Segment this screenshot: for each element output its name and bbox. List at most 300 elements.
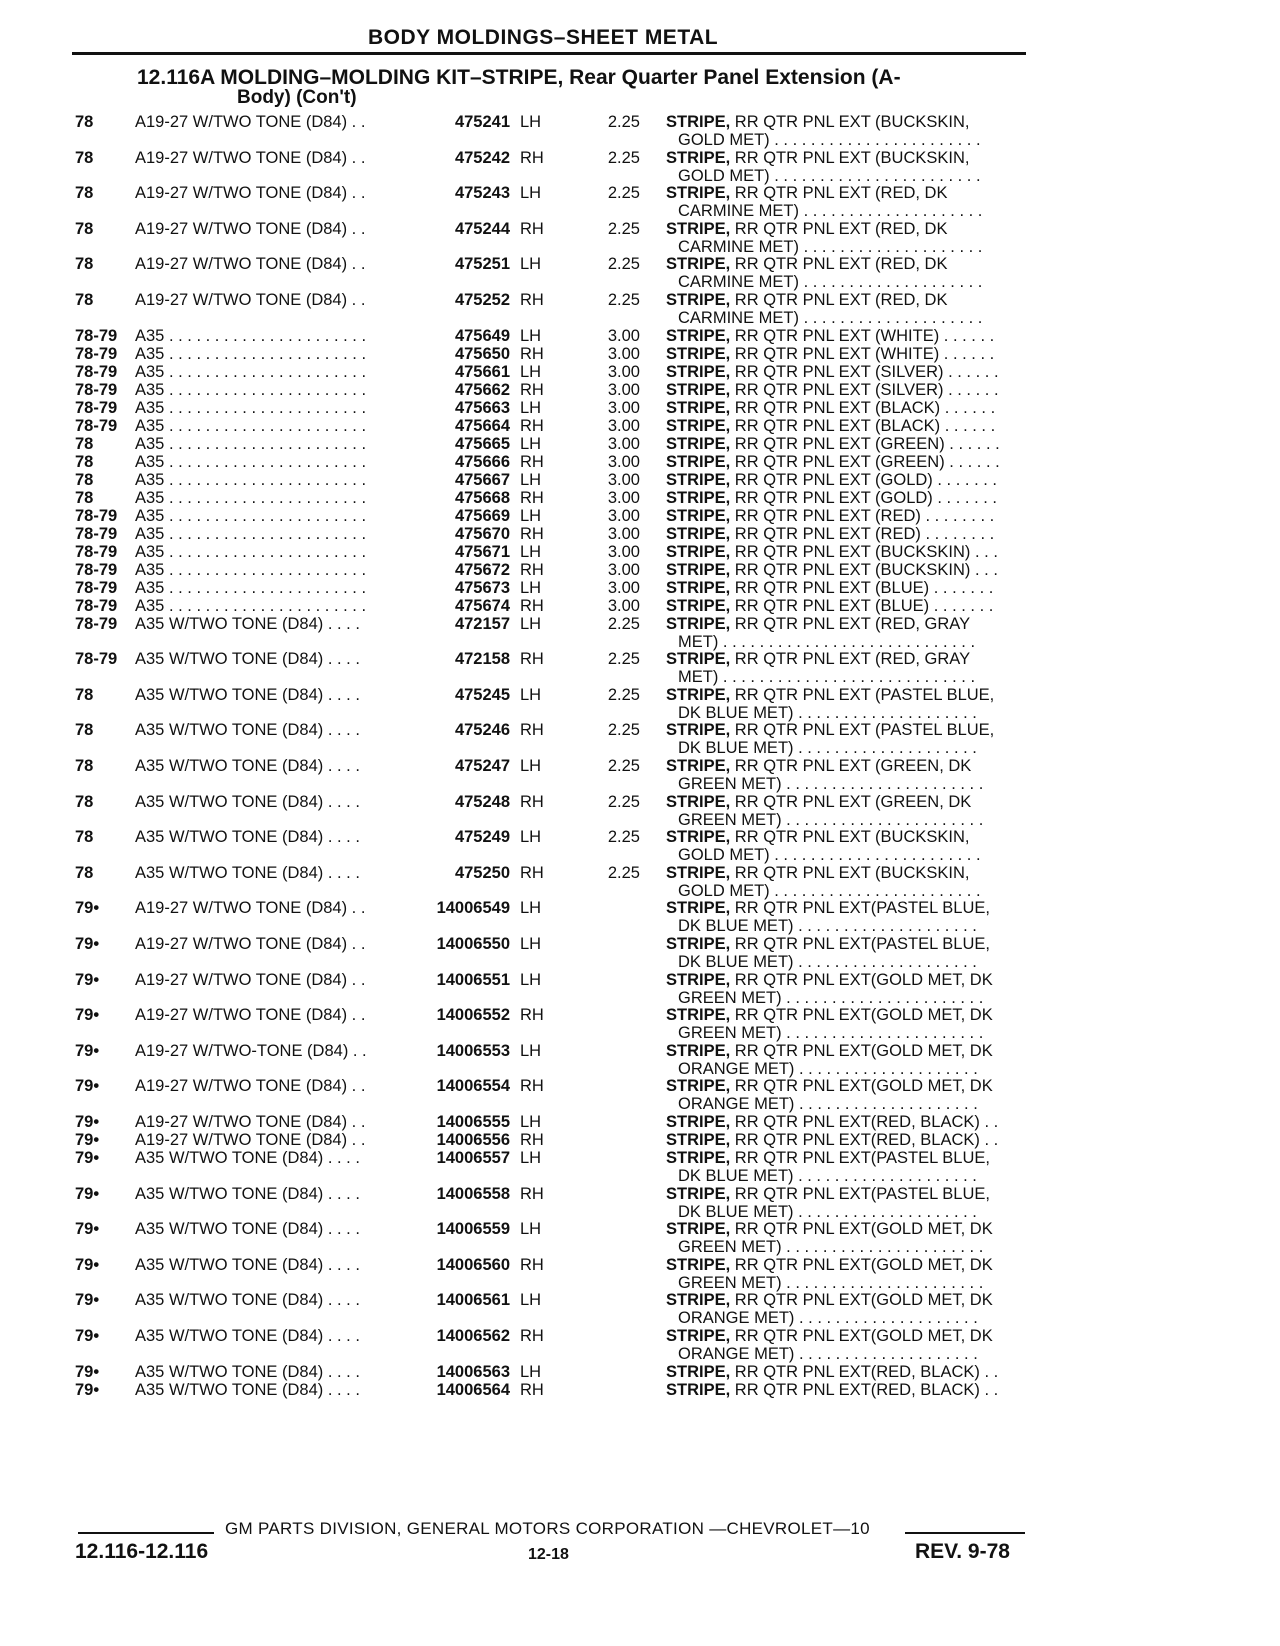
part-number: 14006561: [436, 1291, 510, 1310]
description-line: [666, 650, 1028, 668]
model-year: 78-79: [75, 326, 118, 345]
part-description: [666, 721, 1028, 757]
description-line: [666, 793, 1028, 811]
description-prefix: STRIPE,: [666, 596, 731, 615]
side: LH: [520, 1041, 542, 1060]
model-usage: A19-27 W/TWO TONE (D84) . .: [135, 1113, 366, 1131]
description-text: RR QTR PNL EXT(GOLD MET, DK: [734, 1327, 993, 1345]
side: LH: [520, 1220, 542, 1239]
model-year: 79•: [75, 935, 100, 953]
description-text: RR QTR PNL EXT (RED, DK: [734, 291, 948, 309]
description-continuation: MET) . . . . . . . . . . . . . . . . . . . . . . . . . . . .: [678, 632, 976, 651]
footer-page-number: 12-18: [528, 1546, 569, 1563]
model-year: 78-79: [75, 614, 118, 633]
part-number: 475243: [454, 184, 510, 203]
part-description: [666, 327, 1028, 345]
quantity: 3.00: [607, 326, 640, 345]
description-continuation: GREEN MET) . . . . . . . . . . . . . . . . . . . . . .: [678, 1273, 984, 1292]
part-description: [666, 828, 1028, 864]
side: RH: [520, 1131, 544, 1149]
description-prefix: STRIPE,: [666, 1077, 731, 1096]
part-description: [666, 113, 1028, 149]
model-year: 79•: [75, 1184, 100, 1203]
description-line: [666, 363, 1028, 381]
description-prefix: STRIPE,: [666, 757, 731, 775]
side: LH: [520, 1362, 542, 1381]
side: RH: [520, 380, 544, 399]
model-usage: A35 W/TWO TONE (D84) . . . .: [135, 757, 360, 775]
part-description: [666, 184, 1028, 220]
side: RH: [520, 452, 544, 471]
side: LH: [520, 899, 542, 918]
description-prefix: STRIPE,: [666, 362, 731, 381]
side: RH: [520, 1077, 544, 1096]
description-prefix: STRIPE,: [666, 452, 731, 471]
description-continuation: GREEN MET) . . . . . . . . . . . . . . . . . . . . . .: [678, 810, 984, 829]
part-description: [666, 579, 1028, 597]
model-usage: A35 . . . . . . . . . . . . . . . . . . . . . .: [135, 488, 367, 507]
part-description: [666, 453, 1028, 471]
description-text: RR QTR PNL EXT (BLACK) . . . . . .: [734, 398, 996, 417]
part-description: [666, 543, 1028, 561]
description-line: [666, 1185, 1028, 1203]
quantity: 2.25: [607, 863, 640, 882]
description-line: [666, 971, 1028, 989]
model-year: 78-79: [75, 650, 118, 669]
part-number: 475245: [454, 685, 510, 704]
part-number: 475669: [454, 506, 510, 525]
quantity: 3.00: [607, 398, 640, 417]
part-number: 14006554: [436, 1077, 510, 1096]
quantity: 2.25: [607, 828, 640, 847]
part-description: [666, 435, 1028, 453]
part-number: 475247: [454, 757, 510, 775]
model-usage: A35 . . . . . . . . . . . . . . . . . . . . . .: [135, 326, 367, 345]
quantity: 2.25: [607, 721, 640, 740]
side: RH: [520, 488, 544, 507]
model-usage: A19-27 W/TWO TONE (D84) . .: [135, 970, 366, 989]
part-number: 475650: [454, 344, 510, 363]
description-continuation: ORANGE MET) . . . . . . . . . . . . . . . . . . . .: [678, 1309, 978, 1328]
description-text: RR QTR PNL EXT(RED, BLACK) . .: [734, 1380, 999, 1399]
part-description: [666, 363, 1028, 381]
side: RH: [520, 650, 544, 669]
model-usage: A35 . . . . . . . . . . . . . . . . . . . . . .: [135, 344, 367, 363]
part-number: 475661: [454, 362, 510, 381]
model-usage: A35 W/TWO TONE (D84) . . . .: [135, 650, 360, 669]
part-description: [666, 757, 1028, 793]
side: RH: [520, 524, 544, 543]
model-usage: A35 . . . . . . . . . . . . . . . . . . . . . .: [135, 398, 367, 417]
description-text: RR QTR PNL EXT(GOLD MET, DK: [734, 1077, 993, 1096]
description-line: [666, 543, 1028, 561]
description-line: [666, 255, 1028, 273]
description-line: [666, 399, 1028, 417]
model-usage: A19-27 W/TWO TONE (D84) . .: [135, 935, 366, 953]
description-line: [666, 435, 1028, 453]
quantity: 2.25: [607, 113, 640, 131]
footer-revision: REV. 9-78: [915, 1540, 1010, 1563]
description-text: RR QTR PNL EXT (BUCKSKIN,: [734, 828, 970, 847]
quantity: 3.00: [607, 578, 640, 597]
description-line: [666, 864, 1028, 882]
description-prefix: STRIPE,: [666, 899, 731, 918]
header-rule: [72, 52, 1026, 55]
quantity: 3.00: [607, 416, 640, 435]
description-text: RR QTR PNL EXT (WHITE) . . . . . .: [734, 326, 995, 345]
description-line: [666, 1113, 1028, 1131]
model-year: 78-79: [75, 524, 118, 543]
description-continuation: GREEN MET) . . . . . . . . . . . . . . . . . . . . . .: [678, 1238, 984, 1257]
model-usage: A35 W/TWO TONE (D84) . . . .: [135, 1220, 360, 1239]
description-line: [666, 113, 1028, 131]
model-usage: A35 W/TWO TONE (D84) . . . .: [135, 1255, 360, 1274]
part-number: 475251: [454, 255, 510, 274]
side: RH: [520, 148, 544, 167]
description-prefix: STRIPE,: [666, 291, 731, 309]
description-prefix: STRIPE,: [666, 1184, 731, 1203]
description-line: [666, 489, 1028, 507]
side: LH: [520, 578, 542, 597]
description-text: RR QTR PNL EXT (GREEN, DK: [734, 792, 972, 811]
side: LH: [520, 685, 542, 704]
model-usage: A35 W/TWO TONE (D84) . . . .: [135, 614, 360, 633]
model-year: 78-79: [75, 542, 118, 561]
description-text: RR QTR PNL EXT (RED) . . . . . . . .: [734, 524, 995, 543]
part-description: [666, 1149, 1028, 1185]
model-year: 78: [75, 291, 94, 309]
description-line: [666, 149, 1028, 167]
description-line: [666, 1149, 1028, 1167]
description-continuation: GREEN MET) . . . . . . . . . . . . . . . . . . . . . .: [678, 988, 984, 1007]
description-text: RR QTR PNL EXT (GREEN, DK: [734, 757, 972, 775]
part-number: 475241: [454, 113, 510, 131]
description-text: RR QTR PNL EXT (GREEN) . . . . . .: [734, 452, 1000, 471]
model-usage: A19-27 W/TWO TONE (D84) . .: [135, 899, 366, 918]
model-year: 78-79: [75, 560, 118, 579]
description-text: RR QTR PNL EXT(PASTEL BLUE,: [734, 899, 990, 918]
side: LH: [520, 362, 542, 381]
description-continuation: ORANGE MET) . . . . . . . . . . . . . . . . . . . .: [678, 1345, 978, 1363]
model-usage: A35 . . . . . . . . . . . . . . . . . . . . . .: [135, 416, 367, 435]
quantity: 2.25: [607, 255, 640, 274]
description-prefix: STRIPE,: [666, 685, 731, 704]
description-prefix: STRIPE,: [666, 488, 731, 507]
part-number: 475248: [454, 792, 510, 811]
model-year: 78: [75, 828, 94, 847]
model-usage: A35 . . . . . . . . . . . . . . . . . . . . . .: [135, 380, 367, 399]
description-line: [666, 1077, 1028, 1095]
part-number: 475673: [454, 578, 510, 597]
part-number: 475667: [454, 470, 510, 489]
part-number: 475666: [454, 452, 510, 471]
section-title-continued: Body) (Con't): [237, 87, 357, 108]
description-text: RR QTR PNL EXT (GREEN) . . . . . .: [734, 434, 1000, 453]
description-text: RR QTR PNL EXT (BUCKSKIN,: [734, 113, 970, 131]
description-text: RR QTR PNL EXT(RED, BLACK) . .: [734, 1362, 999, 1381]
description-prefix: STRIPE,: [666, 721, 731, 740]
part-number: 475670: [454, 524, 510, 543]
description-prefix: STRIPE,: [666, 1131, 731, 1149]
description-prefix: STRIPE,: [666, 1380, 731, 1399]
description-line: [666, 561, 1028, 579]
part-description: [666, 899, 1028, 935]
quantity: 3.00: [607, 452, 640, 471]
description-line: [666, 935, 1028, 953]
model-usage: A35 . . . . . . . . . . . . . . . . . . . . . .: [135, 542, 367, 561]
part-number: 475249: [454, 828, 510, 847]
model-year: 78: [75, 148, 94, 167]
model-usage: A19-27 W/TWO TONE (D84) . .: [135, 1006, 366, 1025]
description-text: RR QTR PNL EXT (GOLD) . . . . . . .: [734, 488, 997, 507]
description-line: [666, 507, 1028, 525]
part-description: [666, 489, 1028, 507]
description-prefix: STRIPE,: [666, 542, 731, 561]
description-continuation: ORANGE MET) . . . . . . . . . . . . . . . . . . . .: [678, 1095, 978, 1114]
part-description: [666, 561, 1028, 579]
description-prefix: STRIPE,: [666, 650, 731, 669]
model-usage: A35 . . . . . . . . . . . . . . . . . . . . . .: [135, 470, 367, 489]
model-year: 79•: [75, 1149, 100, 1167]
side: RH: [520, 1184, 544, 1203]
side: LH: [520, 970, 542, 989]
part-number: 14006555: [436, 1113, 510, 1131]
description-prefix: STRIPE,: [666, 614, 731, 633]
quantity: 3.00: [607, 488, 640, 507]
side: LH: [520, 542, 542, 561]
part-description: [666, 793, 1028, 829]
description-prefix: STRIPE,: [666, 1006, 731, 1025]
section-title-text: 12.116A MOLDING–MOLDING KIT–STRIPE, Rear Quarter Panel Extension (A-: [137, 66, 901, 89]
part-description: [666, 255, 1028, 291]
part-number: 14006558: [436, 1184, 510, 1203]
part-description: [666, 1131, 1028, 1149]
description-line: [666, 1131, 1028, 1149]
part-description: [666, 1077, 1028, 1113]
description-text: RR QTR PNL EXT (GOLD) . . . . . . .: [734, 470, 997, 489]
part-description: [666, 1220, 1028, 1256]
model-year: 78: [75, 219, 94, 238]
description-continuation: DK BLUE MET) . . . . . . . . . . . . . . . . . . . .: [678, 1167, 977, 1185]
part-number: 14006551: [436, 970, 510, 989]
part-number: 475664: [454, 416, 510, 435]
model-year: 78: [75, 721, 94, 740]
description-text: RR QTR PNL EXT(GOLD MET, DK: [734, 970, 993, 989]
description-continuation: DK BLUE MET) . . . . . . . . . . . . . . . . . . . .: [678, 917, 977, 936]
description-prefix: STRIPE,: [666, 1255, 731, 1274]
description-continuation: GREEN MET) . . . . . . . . . . . . . . . . . . . . . .: [678, 775, 984, 793]
model-year: 78: [75, 685, 94, 704]
part-description: [666, 597, 1028, 615]
side: LH: [520, 113, 542, 131]
side: RH: [520, 596, 544, 615]
description-line: [666, 1006, 1028, 1024]
model-year: 78-79: [75, 416, 118, 435]
part-description: [666, 507, 1028, 525]
description-text: RR QTR PNL EXT(GOLD MET, DK: [734, 1255, 993, 1274]
description-line: [666, 1256, 1028, 1274]
description-line: [666, 471, 1028, 489]
model-year: 78-79: [75, 398, 118, 417]
model-usage: A19-27 W/TWO TONE (D84) . .: [135, 1077, 366, 1096]
description-line: [666, 1291, 1028, 1309]
description-prefix: STRIPE,: [666, 113, 731, 131]
description-continuation: CARMINE MET) . . . . . . . . . . . . . . . . . . . .: [678, 237, 983, 256]
description-prefix: STRIPE,: [666, 792, 731, 811]
part-number: 475662: [454, 380, 510, 399]
part-number: 475663: [454, 398, 510, 417]
side: LH: [520, 828, 542, 847]
model-year: 78: [75, 757, 94, 775]
description-text: RR QTR PNL EXT (BLUE) . . . . . . .: [734, 596, 994, 615]
side: LH: [520, 255, 542, 274]
model-year: 78-79: [75, 344, 118, 363]
model-usage: A35 W/TWO TONE (D84) . . . .: [135, 1291, 360, 1310]
quantity: 3.00: [607, 542, 640, 561]
quantity: 2.25: [607, 148, 640, 167]
part-description: [666, 1006, 1028, 1042]
part-number: 475252: [454, 291, 510, 309]
model-year: 78: [75, 113, 94, 131]
description-continuation: CARMINE MET) . . . . . . . . . . . . . . . . . . . .: [678, 273, 983, 292]
description-line: [666, 1363, 1028, 1381]
description-text: RR QTR PNL EXT (RED, DK: [734, 219, 948, 238]
description-text: RR QTR PNL EXT (RED, GRAY: [734, 614, 971, 633]
model-year: 78-79: [75, 506, 118, 525]
description-continuation: CARMINE MET) . . . . . . . . . . . . . . . . . . . .: [678, 202, 983, 221]
model-usage: A35 W/TWO TONE (D84) . . . .: [135, 1380, 360, 1399]
description-prefix: STRIPE,: [666, 326, 731, 345]
model-year: 79•: [75, 1131, 100, 1149]
part-number: 14006560: [436, 1255, 510, 1274]
model-year: 78: [75, 792, 94, 811]
footer-rule-left: [78, 1532, 214, 1534]
part-description: [666, 1185, 1028, 1221]
description-continuation: DK BLUE MET) . . . . . . . . . . . . . . . . . . . .: [678, 739, 977, 758]
quantity: 3.00: [607, 524, 640, 543]
part-description: [666, 864, 1028, 900]
part-description: [666, 220, 1028, 256]
side: RH: [520, 863, 544, 882]
description-continuation: DK BLUE MET) . . . . . . . . . . . . . . . . . . . .: [678, 703, 977, 722]
model-usage: A35 . . . . . . . . . . . . . . . . . . . . . .: [135, 578, 367, 597]
quantity: 2.25: [607, 291, 640, 309]
part-description: [666, 971, 1028, 1007]
quantity: 2.25: [607, 184, 640, 203]
description-prefix: STRIPE,: [666, 1362, 731, 1381]
description-text: RR QTR PNL EXT(GOLD MET, DK: [734, 1291, 993, 1310]
model-year: 78: [75, 184, 94, 203]
part-number: 14006564: [436, 1380, 510, 1399]
part-description: [666, 1042, 1028, 1078]
description-line: [666, 1381, 1028, 1399]
description-text: RR QTR PNL EXT(PASTEL BLUE,: [734, 1184, 990, 1203]
model-year: 78: [75, 863, 94, 882]
model-usage: A35 . . . . . . . . . . . . . . . . . . . . . .: [135, 362, 367, 381]
description-prefix: STRIPE,: [666, 970, 731, 989]
model-usage: A35 W/TWO TONE (D84) . . . .: [135, 1149, 360, 1167]
description-prefix: STRIPE,: [666, 148, 731, 167]
part-description: [666, 399, 1028, 417]
description-prefix: STRIPE,: [666, 398, 731, 417]
model-usage: A19-27 W/TWO TONE (D84) . .: [135, 219, 366, 238]
description-prefix: STRIPE,: [666, 416, 731, 435]
model-usage: A35 W/TWO TONE (D84) . . . .: [135, 792, 360, 811]
quantity: 3.00: [607, 380, 640, 399]
model-year: 78: [75, 434, 94, 453]
part-description: [666, 1291, 1028, 1327]
quantity: 3.00: [607, 560, 640, 579]
model-usage: A19-27 W/TWO-TONE (D84) . .: [135, 1041, 367, 1060]
side: RH: [520, 344, 544, 363]
part-number: 475250: [454, 863, 510, 882]
description-continuation: CARMINE MET) . . . . . . . . . . . . . . . . . . . .: [678, 309, 983, 327]
part-description: [666, 1113, 1028, 1131]
part-description: [666, 381, 1028, 399]
description-text: RR QTR PNL EXT (BLACK) . . . . . .: [734, 416, 996, 435]
description-continuation: GOLD MET) . . . . . . . . . . . . . . . . . . . . . . .: [678, 166, 981, 185]
model-year: 79•: [75, 1006, 100, 1025]
description-line: [666, 1327, 1028, 1345]
side: LH: [520, 434, 542, 453]
model-usage: A35 W/TWO TONE (D84) . . . .: [135, 1362, 360, 1381]
part-number: 475672: [454, 560, 510, 579]
side: RH: [520, 1006, 544, 1025]
description-line: [666, 597, 1028, 615]
description-line: [666, 686, 1028, 704]
model-year: 78-79: [75, 578, 118, 597]
side: LH: [520, 614, 542, 633]
model-year: 79•: [75, 899, 100, 918]
quantity: 2.25: [607, 757, 640, 775]
part-description: [666, 1363, 1028, 1381]
part-number: 475244: [454, 219, 510, 238]
description-prefix: STRIPE,: [666, 1291, 731, 1310]
description-prefix: STRIPE,: [666, 184, 731, 203]
model-year: 78-79: [75, 596, 118, 615]
quantity: 2.25: [607, 614, 640, 633]
description-prefix: STRIPE,: [666, 1220, 731, 1239]
quantity: 3.00: [607, 470, 640, 489]
quantity: 2.25: [607, 650, 640, 669]
quantity: 3.00: [607, 362, 640, 381]
part-number: 475246: [454, 721, 510, 740]
description-line: [666, 184, 1028, 202]
part-description: [666, 615, 1028, 651]
description-line: [666, 1042, 1028, 1060]
description-prefix: STRIPE,: [666, 828, 731, 847]
model-usage: A35 W/TWO TONE (D84) . . . .: [135, 863, 360, 882]
part-description: [666, 1327, 1028, 1363]
quantity: 3.00: [607, 596, 640, 615]
description-text: RR QTR PNL EXT (BUCKSKIN,: [734, 863, 970, 882]
description-text: RR QTR PNL EXT(GOLD MET, DK: [734, 1006, 993, 1025]
model-usage: A19-27 W/TWO TONE (D84) . .: [135, 148, 366, 167]
quantity: 2.25: [607, 219, 640, 238]
model-usage: A35 W/TWO TONE (D84) . . . .: [135, 1327, 360, 1345]
description-prefix: STRIPE,: [666, 524, 731, 543]
side: RH: [520, 792, 544, 811]
part-description: [666, 525, 1028, 543]
part-number: 475668: [454, 488, 510, 507]
side: LH: [520, 1113, 542, 1131]
description-continuation: GOLD MET) . . . . . . . . . . . . . . . . . . . . . . .: [678, 881, 981, 900]
description-text: RR QTR PNL EXT(GOLD MET, DK: [734, 1220, 993, 1239]
model-year: 78-79: [75, 362, 118, 381]
model-year: 79•: [75, 1255, 100, 1274]
description-continuation: MET) . . . . . . . . . . . . . . . . . . . . . . . . . . . .: [678, 668, 976, 687]
description-text: RR QTR PNL EXT (RED) . . . . . . . .: [734, 506, 995, 525]
